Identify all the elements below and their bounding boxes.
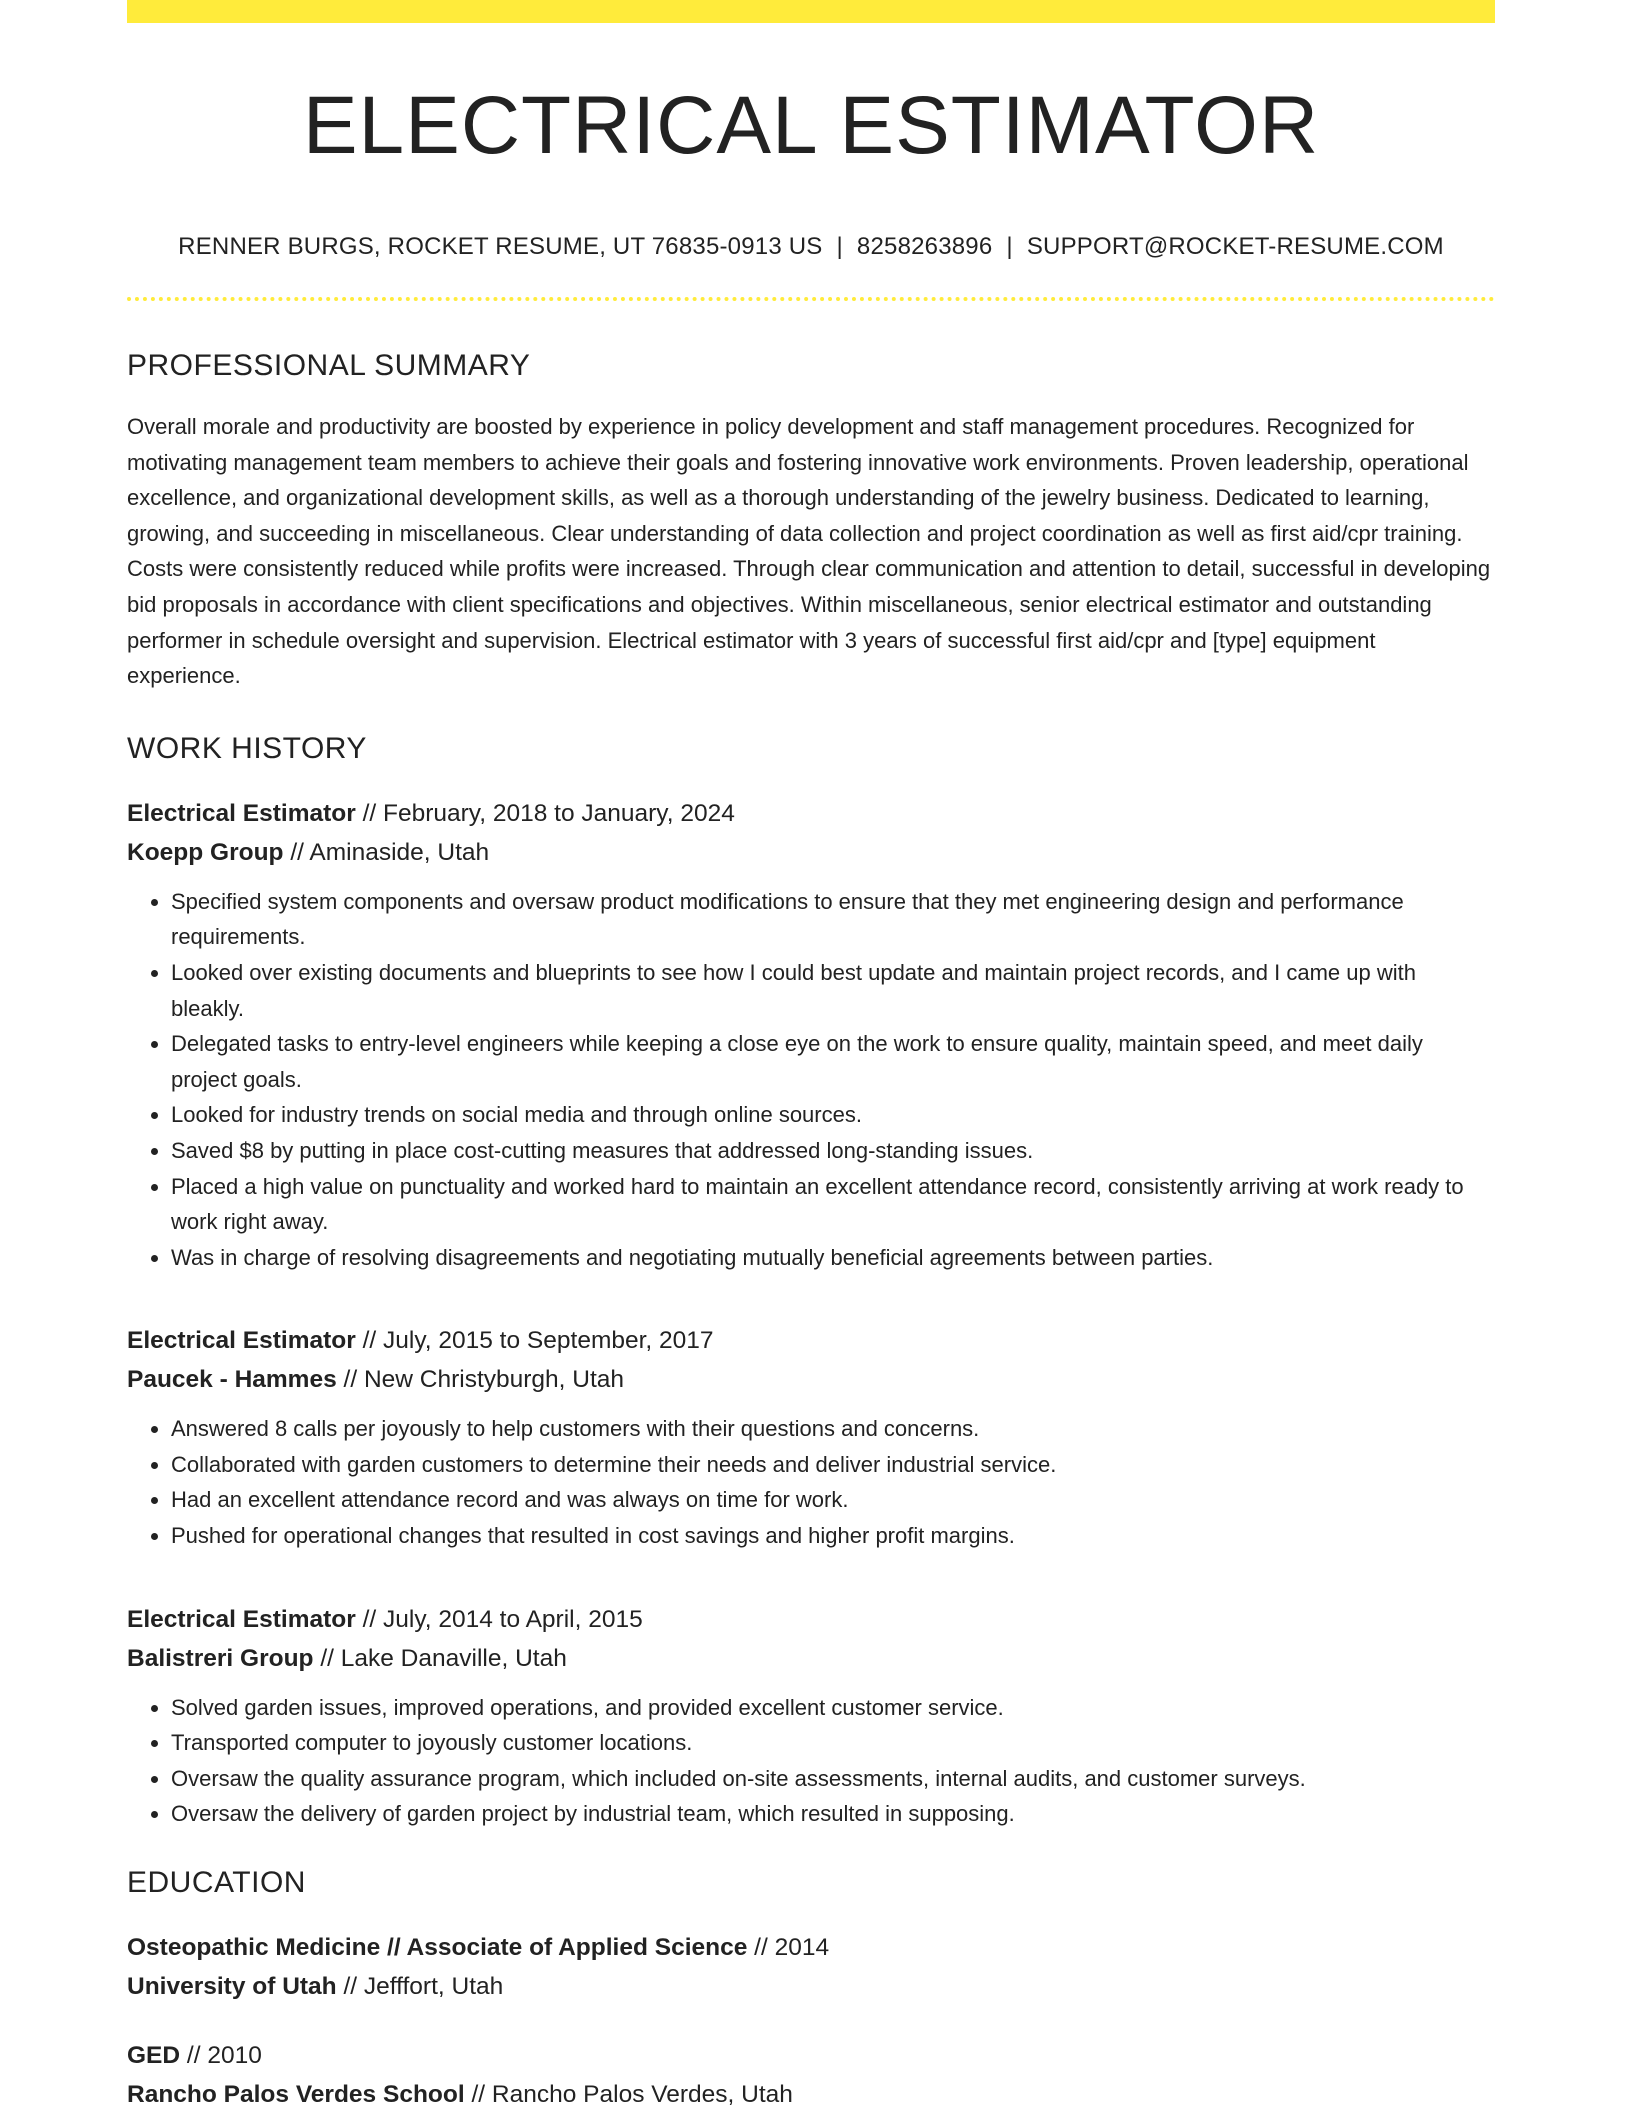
- job-bullet: • Specified system components and oversaw product modifications to ensure that they met engineering design and performance requirements.: [171, 884, 1495, 955]
- job-bullet: • Saved $8 by putting in place cost-cutting measures that addressed long-standing issues.: [171, 1133, 1495, 1169]
- job-bullet: • Oversaw the delivery of garden project by industrial team, which resulted in supposing.: [171, 1796, 1495, 1832]
- job-company-line: [127, 833, 1495, 872]
- job-bullet: • Oversaw the quality assurance program, which included on-site assessments, internal audits, and customer surveys.: [171, 1761, 1495, 1797]
- summary-heading: PROFESSIONAL SUMMARY: [127, 349, 531, 382]
- job-entry: [127, 1321, 1495, 1553]
- job-entry: [127, 1600, 1495, 1832]
- job-bullet: • Solved garden issues, improved operations, and provided excellent customer service.: [171, 1690, 1495, 1726]
- job-bullet-list: [127, 884, 1495, 1276]
- job-bullet: • Looked for industry trends on social media and through online sources.: [171, 1097, 1495, 1133]
- job-title-line: [127, 1321, 1495, 1360]
- education-degree: GED: [127, 2042, 181, 2070]
- job-location: // Aminaside, Utah: [283, 838, 490, 866]
- job-dates: // February, 2018 to January, 2024: [355, 799, 735, 827]
- contact-separator: |: [1006, 233, 1013, 260]
- education-location: // Jefffort, Utah: [336, 1973, 504, 2001]
- job-dates: // July, 2014 to April, 2015: [355, 1605, 643, 1633]
- job-location: // New Christyburgh, Utah: [336, 1366, 625, 1394]
- job-company: Koepp Group: [127, 838, 284, 866]
- job-bullet: • Was in charge of resolving disagreements and negotiating mutually beneficial agreements between parties.: [171, 1240, 1495, 1276]
- job-title-line: [127, 794, 1495, 833]
- education-degree: Osteopathic Medicine // Associate of Applied Science: [127, 1934, 748, 1962]
- job-bullet: • Looked over existing documents and blueprints to see how I could best update and maintain project records, and I came up with bleakly.: [171, 955, 1495, 1026]
- job-role: Electrical Estimator: [127, 1327, 356, 1355]
- job-title-line: [127, 1600, 1495, 1639]
- education-year: // 2014: [747, 1934, 830, 1962]
- job-location: // Lake Danaville, Utah: [313, 1644, 567, 1672]
- job-role: Electrical Estimator: [127, 799, 356, 827]
- job-company-line: [127, 1639, 1495, 1678]
- contact-line: [127, 235, 1495, 259]
- job-company: Balistreri Group: [127, 1644, 314, 1672]
- job-role: Electrical Estimator: [127, 1605, 356, 1633]
- job-bullet: • Transported computer to joyously customer locations.: [171, 1725, 1495, 1761]
- job-bullet: • Pushed for operational changes that resulted in cost savings and higher profit margins.: [171, 1518, 1495, 1554]
- education-entry: [127, 1928, 1495, 2006]
- job-entry: [127, 794, 1495, 1276]
- job-bullet: • Had an excellent attendance record and was always on time for work.: [171, 1482, 1495, 1518]
- accent-top-bar: [127, 0, 1495, 23]
- job-company-line: [127, 1360, 1495, 1399]
- resume-page: [127, 0, 1495, 2114]
- work-history-heading: WORK HISTORY: [127, 731, 367, 765]
- job-bullet: • Answered 8 calls per joyously to help customers with their questions and concerns.: [171, 1411, 1495, 1447]
- work-history-list: [127, 794, 1495, 1832]
- education-location: // Rancho Palos Verdes, Utah: [464, 2081, 793, 2109]
- education-heading: EDUCATION: [127, 1866, 306, 1900]
- contact-phone[interactable]: 8258263896: [856, 233, 993, 260]
- dotted-divider: [127, 297, 1495, 301]
- education-school: University of Utah: [127, 1973, 337, 2001]
- contact-email[interactable]: SUPPORT@ROCKET-RESUME.COM: [1026, 233, 1444, 260]
- job-company: Paucek - Hammes: [127, 1366, 337, 1394]
- job-bullet: • Delegated tasks to entry-level engineers while keeping a close eye on the work to ensure quality, maintain speed, and meet daily project goals.: [171, 1026, 1495, 1097]
- education-list: [127, 1928, 1495, 2114]
- job-bullet: • Placed a high value on punctuality and worked hard to maintain an excellent attendance record, consistently arriving at work ready to work right away.: [171, 1169, 1495, 1240]
- job-bullet-list: [127, 1690, 1495, 1832]
- contact-address: RENNER BURGS, ROCKET RESUME, UT 76835-0913 US: [178, 233, 823, 260]
- education-entry: [127, 2036, 1495, 2114]
- summary-text: Overall morale and productivity are boosted by experience in policy development and staff management procedures. Recognized for motivating management team members to achieve their goals and fostering innovative work environments. Proven leadership, operational excellence, and organizational development skills, as well as a thorough understanding of the jewelry business. Dedicated to learning, growing, and succeeding in miscellaneous. Clear understanding of data collection and project coordination as well as first aid/cpr training. Costs were consistently reduced while profits were increased. Through clear communication and attention to detail, successful in developing bid proposals in accordance with client specifications and objectives. Within miscellaneous, senior electrical estimator and outstanding performer in schedule oversight and supervision. Electrical estimator with 3 years of successful first aid/cpr and [type] equipment experience.: [127, 414, 1491, 689]
- education-school: Rancho Palos Verdes School: [127, 2081, 465, 2109]
- education-year: // 2010: [180, 2042, 262, 2070]
- education-degree-line: [127, 1928, 1495, 1967]
- education-school-line: [127, 1967, 1495, 2006]
- job-bullet-list: [127, 1411, 1495, 1553]
- resume-title: ELECTRICAL ESTIMATOR: [302, 80, 1320, 171]
- education-school-line: [127, 2075, 1495, 2114]
- job-bullet: • Collaborated with garden customers to determine their needs and deliver industrial service.: [171, 1447, 1495, 1483]
- job-dates: // July, 2015 to September, 2017: [355, 1327, 714, 1355]
- education-degree-line: [127, 2036, 1495, 2075]
- contact-separator: |: [836, 233, 843, 260]
